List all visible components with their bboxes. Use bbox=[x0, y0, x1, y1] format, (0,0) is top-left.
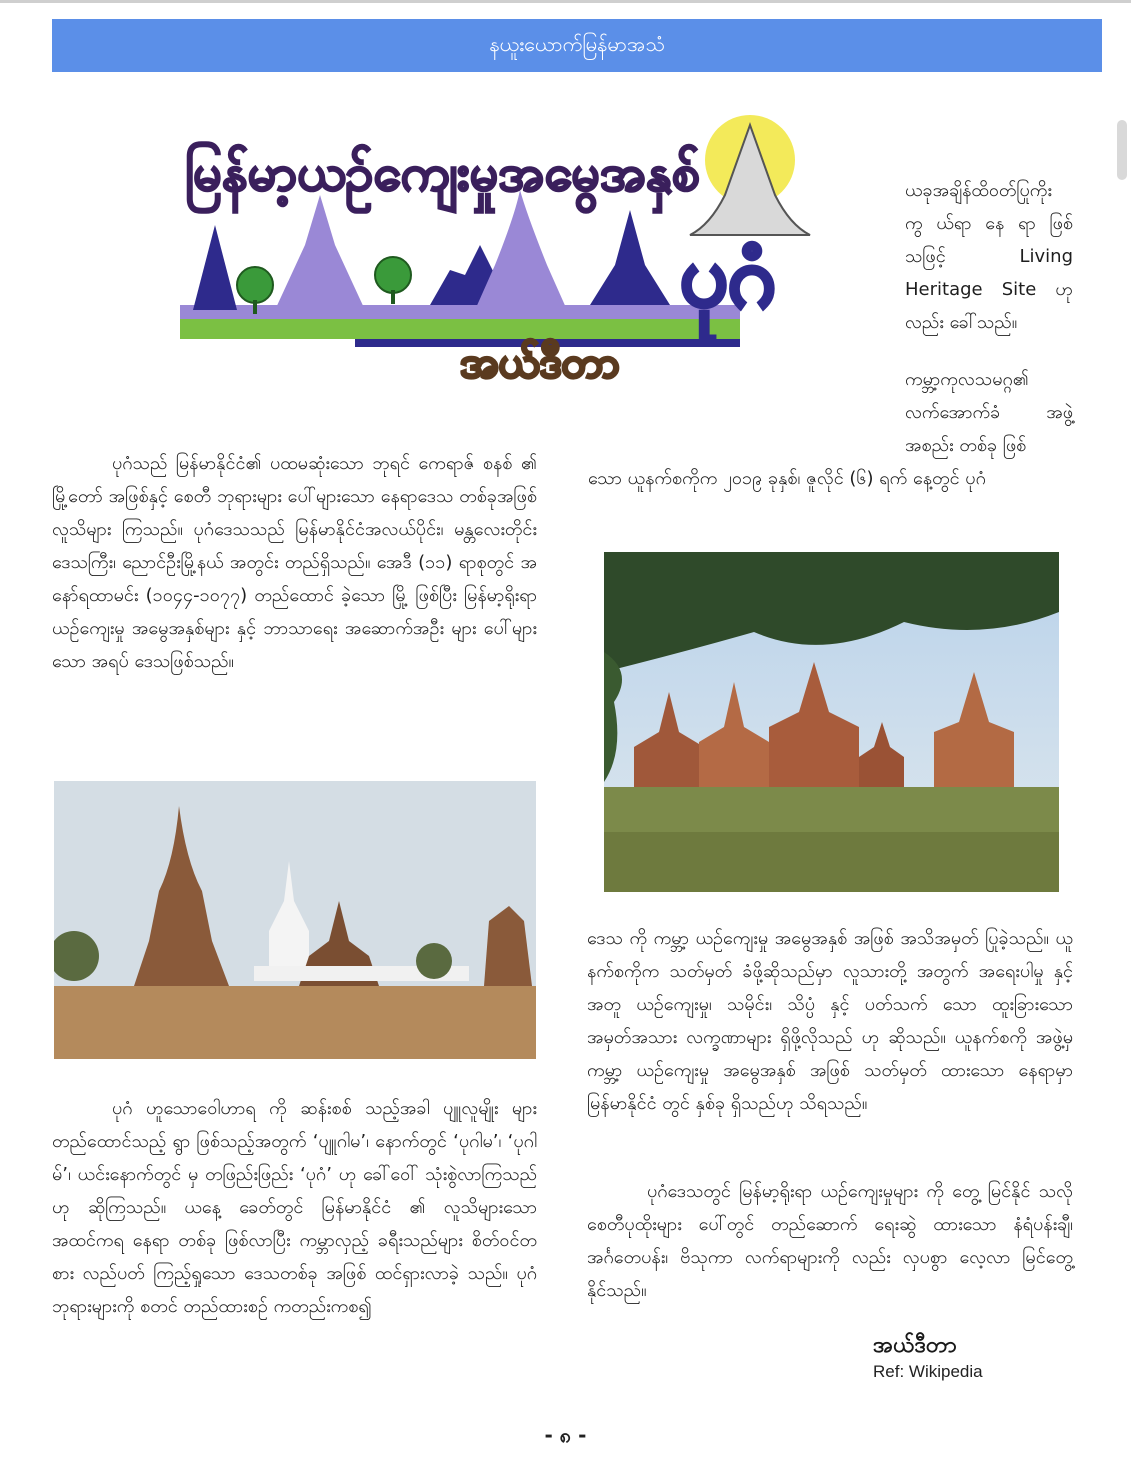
scrollbar[interactable] bbox=[1117, 120, 1127, 180]
heritage-logo bbox=[175, 115, 865, 395]
photo-stupas bbox=[54, 781, 536, 1059]
paragraph-right-top: ယခုအချိန်ထိဝတ်ပြုကိုး ကွ ယ်ရာ နေ ရာ ဖြစ်သဖြင့် Living Heritage Site ဟုလည်း ခေါ်သည်။ bbox=[905, 180, 1073, 333]
logo-author: အယ်ဒီတာ bbox=[460, 338, 620, 387]
paragraph-right-mid: ကမ္ဘာ့ကုလသမဂ္ဂ၏ လက်အောက်ခံ အဖွဲ့ အစည်း တစ်ခု ဖြစ် bbox=[905, 369, 1073, 456]
tree-icon bbox=[237, 267, 273, 303]
paragraph-right-3: ပုဂံဒေသတွင် မြန်မာ့ရိုးရာ ယဉ်ကျေးမှုများ ကို တွေ့ မြင်နိုင် သလို စေတီပုထိုးများ ပေါ်တွင် တည်ဆောက် ရေးဆွဲ ထားသော နံရံပန်းချီ၊ အင်္ဂတေပန်း၊ ဗိသုကာ လက်ရာများကို လည်း လှပစွာ လေ့လာ မြင်တွေ့နိုင်သည်။ bbox=[587, 1181, 1073, 1301]
pagoda-dark-icon bbox=[193, 225, 237, 310]
golden-pagoda-icon bbox=[690, 125, 810, 235]
paragraph-right-line: သော ယူနက်စကိုက ၂၀၁၉ ခုနှစ်၊ ဇူလိုင် (၆) ရက် နေ့တွင် ပုဂံ bbox=[588, 468, 986, 489]
page-number: - ၈ - bbox=[544, 1423, 587, 1447]
paragraph-left-2: ပုဂံ ဟူသောဝေါဟာရ ကို ဆန်းစစ် သည့်အခါ ပျူလူမျိုး များ တည်ထောင်သည့် ရွာ ဖြစ်သည့်အတွက် ‘ပျူဂါမ’၊ နောက်တွင် ‘ပုဂါမ’၊ ‘ပုဂါမ်’၊ ယင်းနောက်တွင် မှ တဖြည်းဖြည်း ‘ပုဂံ’ ဟု ခေါ်ဝေါ် သုံးစွဲလာကြသည် ဟု ဆိုကြသည်။ ယနေ့ ခေတ်တွင် မြန်မာနိုင်ငံ ၏ လူသိများသော အထင်ကရ နေရာ တစ်ခု ဖြစ်လာပြီး ကမ္ဘာလှည့် ခရီးသည်များ စိတ်ဝင်တစား လည်ပတ် ကြည့်ရှုသော ဒေသတစ်ခု အဖြစ် ထင်ရှားလာခဲ့ သည်။ ပုဂံဘုရားများကို စတင် တည်ထားစဉ် ကတည်းကစ၍ bbox=[52, 1098, 537, 1317]
top-border bbox=[0, 0, 1131, 3]
header-title: နယူးယောက်မြန်မာအသံ bbox=[489, 31, 665, 56]
tree-icon bbox=[375, 257, 411, 293]
pagoda-light-icon bbox=[275, 195, 365, 310]
paragraph-left-1: ပုဂံသည် မြန်မာနိုင်ငံ၏ ပထမဆုံးသော ဘုရင် ကေရာဇ် စနစ် ၏ မြို့တော် အဖြစ်နှင့် စေတီ ဘုရားများ ပေါ်များသော နေရာဒေသ တစ်ခုအဖြစ် လူသိများ ကြသည်။ ပုဂံဒေသသည် မြန်မာနိုင်ငံအလယ်ပိုင်း၊ မန္တလေးတိုင်း ဒေသကြီး၊ ညောင်ဦးမြို့နယ် အတွင်း တည်ရှိသည်။ အေဒီ (၁၁) ရာစုတွင် အနော်ရထာမင်း (၁၀၄၄-၁၀၇၇) တည်ထောင် ခဲ့သော မြို့ ဖြစ်ပြီး မြန်မာ့ရိုးရာ ယဉ်ကျေးမှု အမွေအနှစ်များ နှင့် ဘာသာရေး အဆောက်အဦး များ ပေါ်များသော အရပ် ဒေသဖြစ်သည်။ bbox=[52, 453, 537, 672]
author-signature: အယ်ဒီတာ bbox=[873, 1333, 957, 1358]
page-header bbox=[52, 19, 1102, 72]
logo-place: ပုဂံ bbox=[680, 227, 776, 325]
paragraph-right-2: ဒေသ ကို ကမ္ဘာ့ ယဉ်ကျေးမှု အမွေအနှစ် အဖြစ် အသိအမှတ် ပြုခဲ့သည်။ ယူနက်စကိုက သတ်မှတ် ခံဖို့ဆိုသည်မှာ လူသားတို့ အတွက် အရေးပါမှု နှင့်အတူ ယဉ်ကျေးမှု၊ သမိုင်း၊ သိပ္ပံ နှင့် ပတ်သက် သော ထူးခြားသော အမှတ်အသား လက္ခဏာများ ရှိဖို့လိုသည် ဟု ဆိုသည်။ ယူနက်စကို အဖွဲ့မှ ကမ္ဘာ့ ယဉ်ကျေးမှု အမွေအနှစ် အဖြစ် သတ်မှတ် ထားသော နေရာမှာ မြန်မာနိုင်ငံ တွင် နှစ်ခု ရှိသည်ဟု သိရသည်။ bbox=[587, 928, 1073, 1114]
photo-temples-field bbox=[604, 552, 1059, 892]
pagoda-light-icon bbox=[475, 190, 567, 310]
reference: Ref: Wikipedia bbox=[873, 1362, 983, 1381]
logo-title: မြန်မာ့ယဉ်ကျေးမှုအမွေအနှစ် bbox=[185, 144, 700, 202]
pagoda-dark-icon bbox=[590, 210, 670, 305]
